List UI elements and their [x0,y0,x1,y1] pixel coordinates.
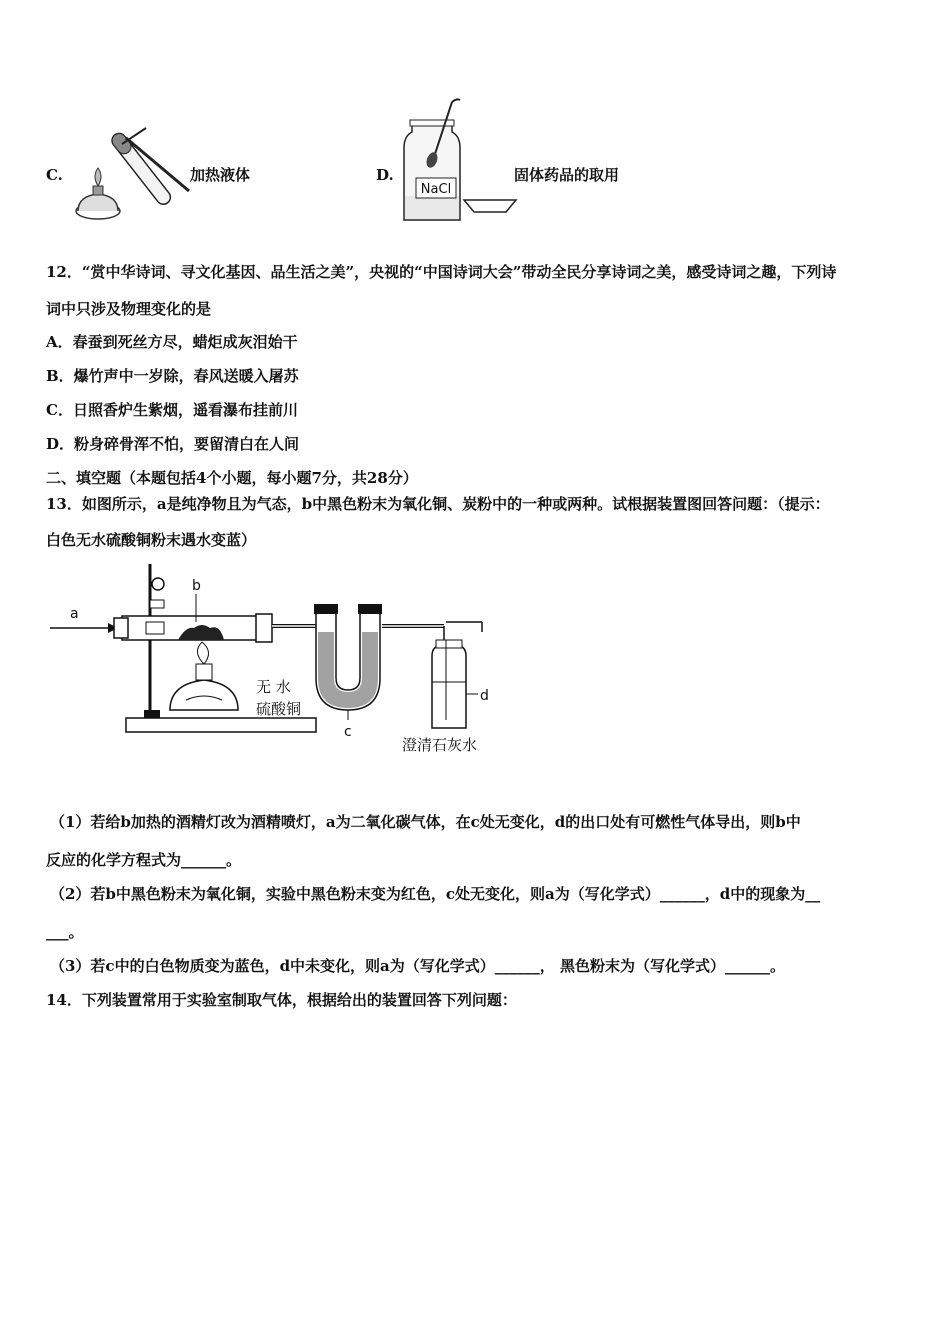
apparatus-diagram [46,560,506,760]
q13-stem-line2: 白色无水硫酸铜粉末遇水变蓝） [46,531,257,549]
q12-stem-line2: 词中只涉及物理变化的是 [46,300,212,318]
q13-sub1-line2: 反应的化学方程式为______。 [46,851,242,869]
q13-sub2-line1: （2）若b中黑色粉末为氧化铜，实验中黑色粉末变为红色，c处无变化，则a为（写化学式）______，d中的现象为__ [50,885,821,903]
label-c: c [344,724,352,740]
label-limewater: 澄清石灰水 [402,736,478,754]
label-b: b [192,578,201,594]
q12-option-c: C．日照香炉生紫烟，遥看瀑布挂前川 [46,401,298,419]
reagent-bottle-icon [402,96,522,226]
q12-option-d: D．粉身碎骨浑不怕，要留清白在人间 [46,435,300,453]
heating-liquid-icon [74,118,194,226]
option-d-figure [402,96,522,226]
label-d: d [480,688,489,704]
q12-stem-line1: 12．“赏中华诗词、寻文化基因、品生活之美”，央视的“中国诗词大会”带动全民分享诗词之美，感受诗词之趣，下列诗 [46,263,837,281]
q14-stem: 14．下列装置常用于实验室制取气体，根据给出的装置回答下列问题： [46,991,517,1009]
section-heading: 二、填空题（本题包括4个小题，每小题7分，共28分） [46,469,418,487]
q13-sub2-line2: ___。 [46,923,84,941]
q12-option-b: B．爆竹声中一岁除，春风送暖入屠苏 [46,367,299,385]
label-anhydrous-line2: 硫酸铜 [256,700,302,718]
option-d-letter: D. [376,166,394,184]
label-anhydrous-line1: 无 水 [256,678,291,696]
option-d-caption: 固体药品的取用 [514,166,620,184]
label-a: a [70,606,79,622]
option-c-figure [74,118,194,226]
option-c-letter: C. [46,166,63,184]
option-c-caption: 加热液体 [190,166,251,184]
bottle-label: NaCl [420,182,452,197]
q13-sub1-line1: （1）若给b加热的酒精灯改为酒精喷灯，a为二氧化碳气体，在c处无变化，d的出口处有可燃性气体导出，则b中 [50,813,801,831]
q12-option-a: A．春蚕到死丝方尽，蜡炬成灰泪始干 [46,333,298,351]
q13-sub3: （3）若c中的白色物质变为蓝色，d中未变化，则a为（写化学式）______， 黑色粉末为（写化学式）______。 [50,957,786,975]
q13-stem-line1: 13．如图所示，a是纯净物且为气态，b中黑色粉末为氧化铜、炭粉中的一种或两种。试根据装置图回答问题：（提示： [46,495,830,513]
apparatus-illustration [46,560,506,760]
